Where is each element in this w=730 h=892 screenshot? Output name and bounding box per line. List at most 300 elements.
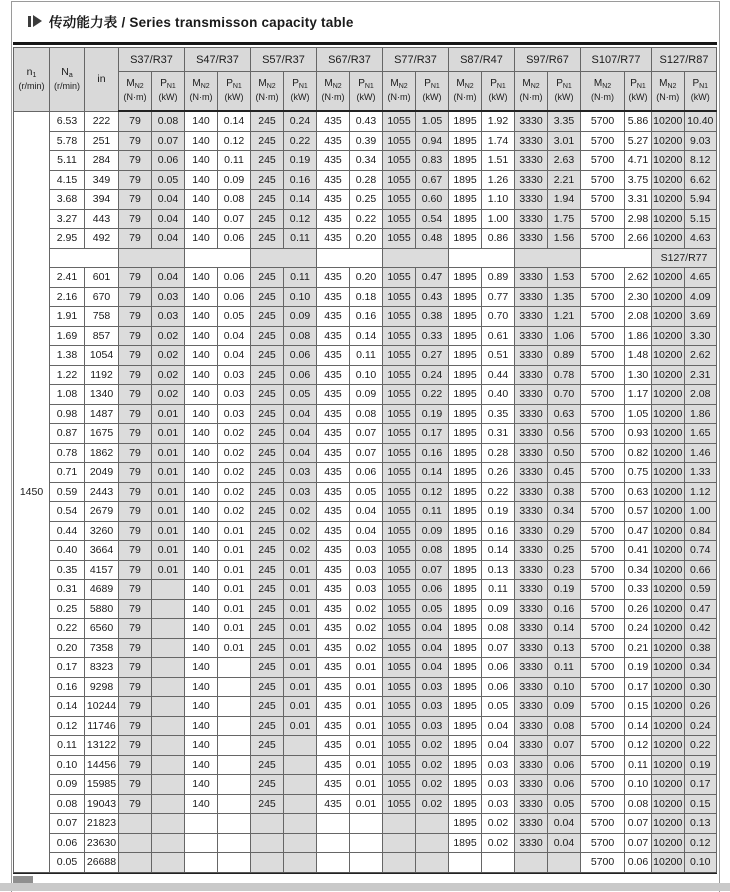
power-value: 0.01 [152,541,185,561]
power-value: 0.03 [218,404,251,424]
torque-value: 140 [185,287,218,307]
power-value: 0.06 [548,755,581,775]
power-value: 0.14 [416,463,449,483]
power-value: 0.66 [684,560,717,580]
power-value: 0.41 [625,541,652,561]
power-value: 0.22 [684,736,717,756]
torque-value: 140 [185,365,218,385]
torque-value: 245 [251,443,284,463]
section-header [28,11,354,31]
torque-value: 1055 [383,697,416,717]
power-value: 0.01 [350,677,383,697]
power-value: 0.14 [482,541,515,561]
torque-value: 140 [185,638,218,658]
torque-value: 435 [317,287,350,307]
torque-value: 1895 [449,404,482,424]
power-value: 0.02 [416,736,449,756]
power-value: 0.06 [218,287,251,307]
power-value: 0.01 [284,677,317,697]
torque-value: 1895 [449,385,482,405]
torque-value: 10200 [652,424,685,444]
torque-value: 1895 [449,346,482,366]
ratio-value: 9298 [85,677,119,697]
ratio-value: 26688 [85,853,119,873]
power-value: 0.10 [548,677,581,697]
torque-value: 5700 [581,326,625,346]
table-row [14,463,717,483]
power-value: 0.23 [548,560,581,580]
torque-value: 5700 [581,463,625,483]
torque-value: 1895 [449,755,482,775]
torque-value: 79 [119,794,152,814]
torque-value: 435 [317,697,350,717]
ratio-value: 14456 [85,755,119,775]
power-value: 0.01 [284,697,317,717]
torque-value: 140 [185,775,218,795]
torque-value: 5700 [581,209,625,229]
torque-value: 140 [185,151,218,171]
power-value: 0.02 [416,755,449,775]
torque-value: 5700 [581,853,625,873]
ratio-value: 6560 [85,619,119,639]
power-value [284,794,317,814]
power-value: 0.13 [482,560,515,580]
power-value: 0.03 [416,716,449,736]
power-value: 0.60 [416,190,449,210]
power-value [482,853,515,873]
torque-value: 10200 [652,365,685,385]
torque-value: 140 [185,190,218,210]
power-value [218,853,251,873]
column-group-header: S37/R37 [119,48,185,72]
power-value: 2.62 [625,268,652,288]
torque-value: 5700 [581,541,625,561]
torque-value: 3330 [515,541,548,561]
column-group-header: S87/R47 [449,48,515,72]
power-value: 0.17 [416,424,449,444]
ratio-value: 7358 [85,638,119,658]
power-value: 1.46 [684,443,717,463]
power-value: 0.43 [416,287,449,307]
power-value: 0.02 [152,385,185,405]
torque-value: 5700 [581,424,625,444]
power-value: 0.16 [284,170,317,190]
ratio-value: 4689 [85,580,119,600]
power-value: 0.48 [416,229,449,249]
power-value: 0.63 [548,404,581,424]
torque-value: 79 [119,463,152,483]
power-value: 0.24 [625,619,652,639]
torque-value: 1895 [449,833,482,853]
torque-value: 5700 [581,502,625,522]
power-value: 0.02 [350,619,383,639]
page-title-sep: / [117,15,130,30]
power-value: 0.03 [482,794,515,814]
torque-value: 140 [185,599,218,619]
table-row [14,190,717,210]
torque-subheader: $M_{N2}$ (N·m) [185,72,218,112]
torque-value: 3330 [515,287,548,307]
power-value [152,736,185,756]
power-value: 0.02 [350,599,383,619]
output-speed-value: 0.44 [50,521,85,541]
table-row [14,580,717,600]
power-value: 0.06 [350,463,383,483]
power-value: 6.62 [684,170,717,190]
torque-value: 1895 [449,151,482,171]
torque-value: 79 [119,385,152,405]
power-value: 0.28 [482,443,515,463]
power-value: 0.02 [416,794,449,814]
power-value: 0.08 [625,794,652,814]
power-value: 0.39 [350,131,383,151]
series-change-cell [119,248,185,268]
torque-value [185,814,218,834]
capacity-table [13,47,717,874]
ratio-value: 2679 [85,502,119,522]
power-value [152,658,185,678]
power-value: 0.15 [684,794,717,814]
ratio-value: 492 [85,229,119,249]
torque-value: 435 [317,736,350,756]
torque-value: 140 [185,131,218,151]
power-value: 0.10 [284,287,317,307]
torque-value: 1895 [449,287,482,307]
torque-value: 79 [119,307,152,327]
torque-value: 140 [185,385,218,405]
torque-value: 3330 [515,521,548,541]
power-value: 0.08 [152,111,185,131]
table-row [14,404,717,424]
torque-value: 140 [185,619,218,639]
power-value: 0.01 [284,716,317,736]
ratio-value: 349 [85,170,119,190]
power-value [152,755,185,775]
power-value: 0.26 [684,697,717,717]
torque-value: 5700 [581,385,625,405]
power-value: 0.06 [218,268,251,288]
torque-value: 140 [185,326,218,346]
torque-value: 1055 [383,326,416,346]
torque-value: 1055 [383,638,416,658]
torque-value: 3330 [515,502,548,522]
power-value: 3.69 [684,307,717,327]
power-value: 0.12 [625,736,652,756]
power-value: 0.12 [416,482,449,502]
power-value: 0.04 [416,658,449,678]
torque-value: 435 [317,190,350,210]
torque-value: 3330 [515,424,548,444]
torque-value: 5700 [581,521,625,541]
power-value: 0.03 [218,385,251,405]
power-value: 0.19 [482,502,515,522]
torque-value: 1895 [449,463,482,483]
torque-value: 1895 [449,111,482,131]
power-value: 0.06 [416,580,449,600]
power-value: 0.20 [350,229,383,249]
power-value: 4.09 [684,287,717,307]
power-value: 3.35 [548,111,581,131]
torque-value: 435 [317,365,350,385]
torque-value: 5700 [581,443,625,463]
torque-value: 5700 [581,560,625,580]
table-row [14,346,717,366]
power-value: 0.19 [416,404,449,424]
power-value: 0.38 [416,307,449,327]
torque-value: 3330 [515,346,548,366]
torque-value: 435 [317,443,350,463]
torque-value: 5700 [581,170,625,190]
series-change-cell [515,248,581,268]
power-value: 1.05 [416,111,449,131]
power-value [284,775,317,795]
torque-value: 435 [317,463,350,483]
power-value: 0.02 [218,463,251,483]
power-value [152,716,185,736]
power-value: 0.22 [350,209,383,229]
torque-value: 1055 [383,385,416,405]
series-change-cell [581,248,652,268]
torque-value: 10200 [652,716,685,736]
torque-value: 140 [185,736,218,756]
table-row [14,131,717,151]
power-value: 0.24 [284,111,317,131]
torque-value: 435 [317,599,350,619]
power-value: 0.06 [284,365,317,385]
torque-value: 10200 [652,677,685,697]
ratio-value: 284 [85,151,119,171]
torque-value: 140 [185,307,218,327]
torque-value: 5700 [581,346,625,366]
page-title-en: Series transmisson capacity table [129,15,354,30]
torque-value: 435 [317,404,350,424]
power-value: 0.24 [684,716,717,736]
power-value: 2.08 [625,307,652,327]
power-value: 0.04 [284,443,317,463]
power-value: 5.86 [625,111,652,131]
power-value: 0.01 [350,775,383,795]
output-speed-value: 1.69 [50,326,85,346]
torque-value: 3330 [515,599,548,619]
torque-value: 1055 [383,677,416,697]
column-group-header: S67/R37 [317,48,383,72]
power-value: 1.92 [482,111,515,131]
power-value: 0.03 [152,287,185,307]
torque-value: 3330 [515,365,548,385]
table-row [14,482,717,502]
ratio-value: 15985 [85,775,119,795]
torque-value: 435 [317,619,350,639]
torque-value: 10200 [652,814,685,834]
power-value: 0.08 [482,619,515,639]
power-value: 0.07 [350,424,383,444]
torque-value: 140 [185,716,218,736]
torque-value: 435 [317,346,350,366]
torque-value: 245 [251,346,284,366]
output-speed-value: 3.27 [50,209,85,229]
series-change-cell [251,248,317,268]
torque-value: 1895 [449,326,482,346]
power-value: 1.00 [684,502,717,522]
table-row [14,755,717,775]
torque-value: 140 [185,580,218,600]
power-value: 0.11 [284,229,317,249]
power-value: 0.83 [416,151,449,171]
torque-value: 1055 [383,502,416,522]
torque-value: 10200 [652,775,685,795]
torque-value: 245 [251,229,284,249]
torque-value: 1895 [449,658,482,678]
power-value [152,697,185,717]
torque-value: 245 [251,697,284,717]
power-value: 0.12 [284,209,317,229]
torque-value: 79 [119,619,152,639]
power-value: 0.07 [482,638,515,658]
torque-value: 245 [251,677,284,697]
torque-value: 1055 [383,170,416,190]
torque-value: 10200 [652,209,685,229]
power-value: 0.17 [684,775,717,795]
torque-value: 140 [185,502,218,522]
torque-value: 435 [317,111,350,131]
bottom-band [0,883,730,891]
power-value: 0.04 [152,190,185,210]
power-value: 0.77 [482,287,515,307]
power-value: 0.03 [218,365,251,385]
torque-value: 140 [185,404,218,424]
table-row [14,833,717,853]
power-value: 0.08 [218,190,251,210]
ratio-value: 1675 [85,424,119,444]
power-value: 3.30 [684,326,717,346]
power-value: 0.70 [548,385,581,405]
torque-value: 3330 [515,111,548,131]
power-value: 0.05 [350,482,383,502]
ratio-value: 1192 [85,365,119,385]
torque-value: 10200 [652,190,685,210]
torque-value: 5700 [581,775,625,795]
power-value [152,599,185,619]
torque-value: 1055 [383,755,416,775]
torque-subheader: $M_{N2}$ (N·m) [449,72,482,112]
torque-value: 1895 [449,599,482,619]
ratio-value: 10244 [85,697,119,717]
torque-value: 79 [119,326,152,346]
power-value: 0.04 [152,209,185,229]
ratio-value: 394 [85,190,119,210]
torque-value: 3330 [515,716,548,736]
power-value: 0.11 [625,755,652,775]
power-value: 0.28 [350,170,383,190]
power-value: 0.11 [350,346,383,366]
output-speed-value: 0.31 [50,580,85,600]
ratio-value: 3664 [85,541,119,561]
ratio-value: 3260 [85,521,119,541]
power-value: 0.06 [218,229,251,249]
power-value: 0.01 [350,755,383,775]
torque-value: 10200 [652,287,685,307]
torque-value: 3330 [515,658,548,678]
torque-value: 5700 [581,599,625,619]
power-value: 2.31 [684,365,717,385]
torque-value: 3330 [515,755,548,775]
power-value: 0.01 [218,541,251,561]
power-value: 1.75 [548,209,581,229]
torque-value: 3330 [515,229,548,249]
power-value: 1.35 [548,287,581,307]
power-value [152,853,185,873]
power-value: 0.01 [152,521,185,541]
power-value: 0.51 [482,346,515,366]
torque-value: 245 [251,580,284,600]
torque-value: 5700 [581,307,625,327]
power-value: 0.35 [482,404,515,424]
power-value: 0.01 [350,794,383,814]
page-title-zh: 传动能力表 [49,15,118,30]
torque-value: 3330 [515,326,548,346]
torque-value: 140 [185,794,218,814]
power-value: 0.03 [350,560,383,580]
power-value: 1.00 [482,209,515,229]
torque-value: 1055 [383,794,416,814]
output-speed-value: 0.35 [50,560,85,580]
power-value: 0.01 [152,404,185,424]
torque-value: 140 [185,755,218,775]
power-value: 1.51 [482,151,515,171]
torque-value: 245 [251,268,284,288]
torque-value: 79 [119,541,152,561]
torque-value: 435 [317,775,350,795]
torque-value: 1895 [449,365,482,385]
torque-value: 435 [317,560,350,580]
output-speed-value: 0.87 [50,424,85,444]
torque-value: 1055 [383,463,416,483]
output-speed-value: 1.38 [50,346,85,366]
power-value: 0.05 [218,307,251,327]
output-speed-value: 0.14 [50,697,85,717]
power-subheader: $P_{N1}$ (kW) [218,72,251,112]
output-speed-value: 0.17 [50,658,85,678]
torque-value: 1055 [383,443,416,463]
output-speed-value: 5.78 [50,131,85,151]
torque-value: 140 [185,541,218,561]
power-value [548,853,581,873]
power-value [284,755,317,775]
power-value: 0.02 [482,833,515,853]
torque-value: 1055 [383,268,416,288]
power-value: 0.14 [218,111,251,131]
power-value: 0.01 [218,521,251,541]
table-row [14,307,717,327]
torque-value [119,853,152,873]
torque-value: 245 [251,716,284,736]
torque-value [251,853,284,873]
power-value: 0.16 [548,599,581,619]
power-value: 2.08 [684,385,717,405]
power-value: 3.31 [625,190,652,210]
power-value: 0.11 [482,580,515,600]
page-title [49,11,354,31]
power-value: 0.13 [684,814,717,834]
torque-value: 1895 [449,170,482,190]
power-value: 0.78 [548,365,581,385]
power-value: 0.08 [548,716,581,736]
table-row [14,521,717,541]
power-value: 0.04 [152,268,185,288]
torque-value: 3330 [515,794,548,814]
power-value: 0.29 [548,521,581,541]
torque-value: 5700 [581,111,625,131]
